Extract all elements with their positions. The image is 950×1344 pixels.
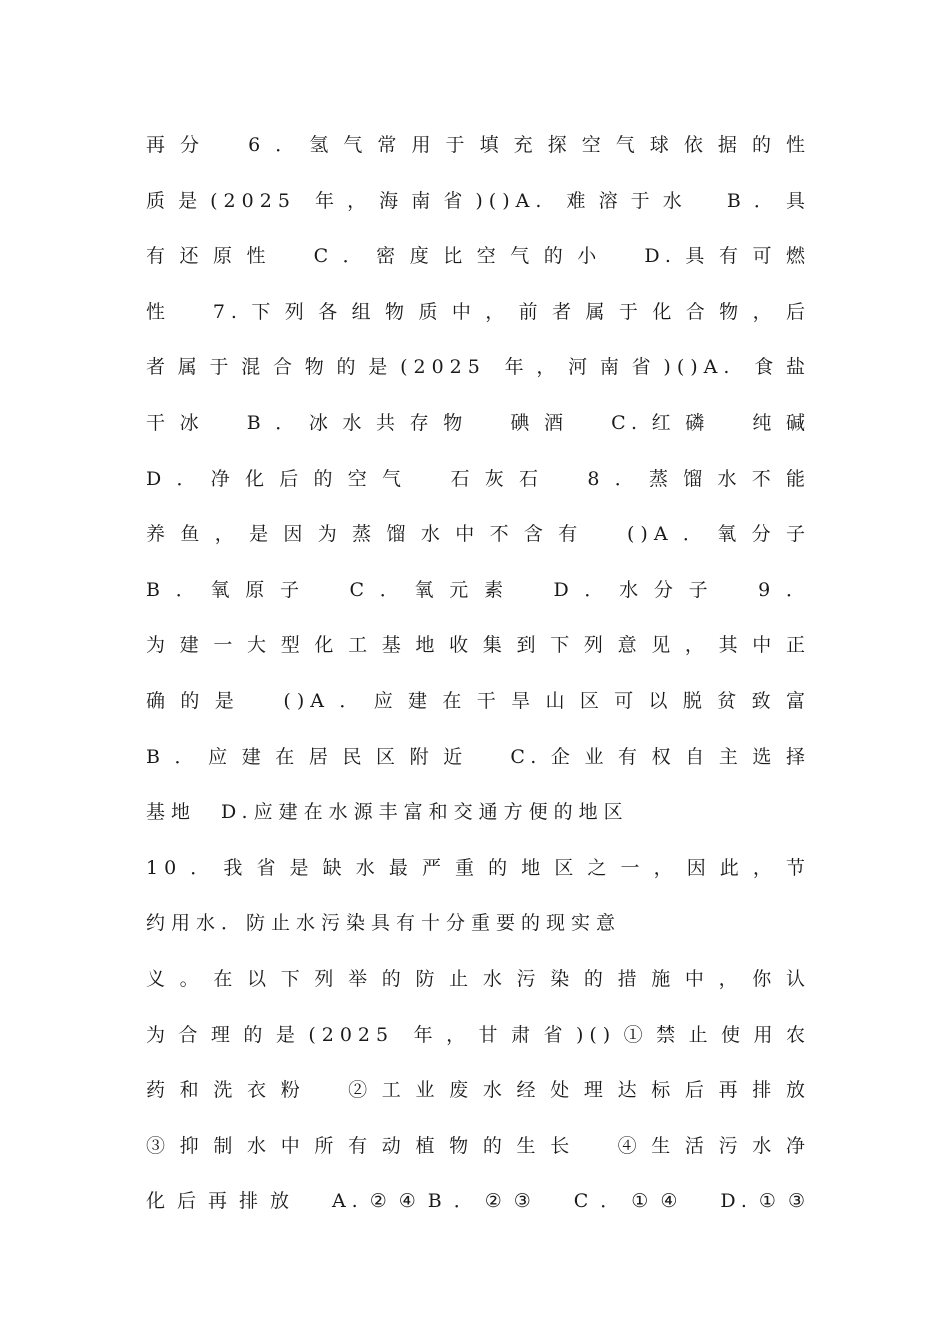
text-line: 化后再排放 A.②④B．②③ C．①④ D.①③ bbox=[146, 1190, 811, 1213]
text-line: 义。在以下列举的防止水污染的措施中，你认 bbox=[146, 967, 811, 990]
text-line: 有还原性 C．密度比空气的小 D.具有可燃 bbox=[146, 245, 811, 268]
text-line: B．氧原子 C．氧元素 D．水分子 9． bbox=[146, 578, 811, 601]
text-line: 为合理的是(2025 年，甘肃省)()①禁止使用农 bbox=[146, 1023, 811, 1046]
text-line: D．净化后的空气 石灰石 8．蒸馏水不能 bbox=[146, 467, 811, 490]
text-line: 约用水．防止水污染具有十分重要的现实意 bbox=[146, 912, 622, 935]
text-line: ③抑制水中所有动植物的生长 ④生活污水净 bbox=[146, 1134, 811, 1157]
text-line: 基地 D.应建在水源丰富和交通方便的地区 bbox=[146, 801, 629, 824]
text-line: 养鱼，是因为蒸馏水中不含有 ()A．氧分子 bbox=[146, 523, 811, 546]
text-line: 性 7.下列各组物质中，前者属于化合物，后 bbox=[146, 300, 811, 323]
text-line: 确的是 ()A．应建在干旱山区可以脱贫致富 bbox=[146, 689, 811, 712]
text-line: 者属于混合物的是(2025 年，河南省)()A. 食盐 bbox=[146, 356, 811, 379]
text-line: 再分 6．氢气常用于填充探空气球依据的性 bbox=[146, 134, 811, 156]
text-line: B．应建在居民区附近 C.企业有权自主选择 bbox=[146, 745, 811, 768]
document-text-body bbox=[146, 125, 811, 1237]
text-line: 为建一大型化工基地收集到下列意见，其中正 bbox=[146, 634, 811, 657]
text-line: 质是(2025 年，海南省)()A. 难溶于水 B．具 bbox=[146, 189, 811, 212]
text-line: 干冰 B．冰水共存物 碘酒 C.红磷 纯碱 bbox=[146, 411, 811, 434]
text-line: 药和洗衣粉 ②工业废水经处理达标后再排放 bbox=[146, 1079, 811, 1102]
text-line: 10．我省是缺水最严重的地区之一，因此，节 bbox=[146, 856, 811, 879]
